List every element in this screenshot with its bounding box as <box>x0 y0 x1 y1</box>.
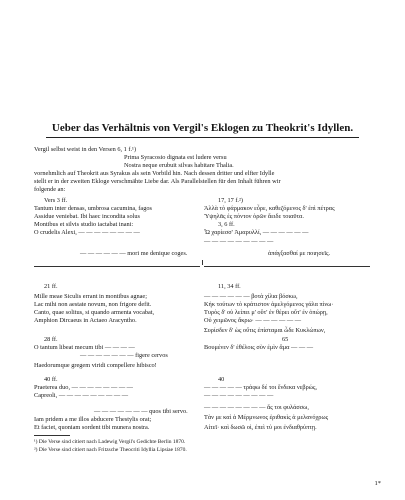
title-underline <box>46 137 359 138</box>
section-divider <box>34 266 200 267</box>
greek-verse: — — — — — — — — — <box>204 392 274 399</box>
verse-reference: 17, 17 f.²) <box>218 197 243 204</box>
page-number: 1* <box>374 480 381 487</box>
paragraph-line: vornehmlich auf Theokrit aus Syrakus als sein Vorbild hin. Nach dessen dritter und elfter Idylle <box>34 170 275 177</box>
verse-reference: 65 <box>282 336 289 343</box>
greek-verse: Ὦ χαρίεσσ' Ἀμαρυλλί, — — — — — — <box>204 229 309 236</box>
latin-verse: Lac mihi non aestate novum, non frigore defit. <box>34 301 152 308</box>
latin-verse: Et faciet, quoniam sordent tibi munera nostra. <box>34 424 150 431</box>
latin-verse: Amphion Dircaeus in Actaeo Aracyntho. <box>34 317 137 324</box>
greek-verse: Συρίσδεν δ' ὡς οὔτις ἐπίσταμαι ὧδε Κυκλώπων, <box>204 327 326 334</box>
verse-reference: 3, 6 ff. <box>218 221 235 228</box>
latin-verse: Haedorumque gregem viridi compellere hibisco! <box>34 362 157 369</box>
latin-verse: Mille meae Siculis errant in montibus agnae; <box>34 293 147 300</box>
quote-line: Nostra neque erubuit silvas habitare Thalia. <box>124 162 234 169</box>
latin-verse: — — — — — — — figere cervos <box>80 352 168 359</box>
latin-verse: Assidue veniebat. Ibi haec incondita solus <box>34 213 140 220</box>
paragraph-line: stellt er in der zweiten Ekloge verschmähte Liebe dar. Als Parallelstellen für den Inhalt führen wir <box>34 178 281 185</box>
verse-reference: 28 ff. <box>44 336 58 343</box>
verse-reference: 21 ff. <box>44 283 58 290</box>
verse-reference: Vers 3 ff. <box>44 197 68 204</box>
quote-line: Prima Syracosio dignata est ludere versu <box>124 154 227 161</box>
greek-verse: — — — — — — — — ἅς τοι φυλάσσω, <box>204 404 309 411</box>
greek-verse: — — — — — τράφω δέ τοι ἕνδεκα νεβρώς, <box>204 384 317 391</box>
greek-verse: Κἠκ τούτων τὸ κράτιστον ἀμελγόμενος γάλα πίνω· <box>204 301 334 308</box>
footnote: ¹) Die Verse sind citiert nach Ladewig Vergil's Gedichte Berlin 1870. <box>34 439 186 445</box>
latin-verse: Capreoli, — — — — — — — — — <box>34 392 129 399</box>
latin-verse: O tantum libeat mecum tibi — — — — <box>34 344 135 351</box>
latin-verse: O crudelis Alexi, — — — — — — — — <box>34 229 140 236</box>
greek-verse: ἀπάγξασθαί με ποιησεῖς. <box>268 250 331 257</box>
footnote: ²) Die Verse sind citiert nach Fritzsche Theocriti Idyllia Lipsiae 1870. <box>34 447 187 453</box>
page-title: Ueber das Verhältnis von Vergil's Eklogen zu Theokrit's Idyllen. <box>51 122 354 134</box>
greek-verse: Ὑψηλᾶς ἐς πόντον ὁρῶν ἄειδε τοιαῦτα. <box>204 213 304 220</box>
verse-reference: 40 ff. <box>44 376 58 383</box>
greek-verse: — — — — — — — — — <box>204 238 274 245</box>
greek-verse: Τυρὸς δ' οὐ λείπει μ' οὔτ' ἐν θέρει οὔτ' ἐν ὀπώρῃ, <box>204 309 328 316</box>
verse-reference: 40 <box>218 376 225 383</box>
footnote-rule <box>34 435 70 436</box>
greek-verse: Ἀλλὰ τὸ φάρμακον εὗρε, καθεζόμενος δ' ἐπὶ πέτρας <box>204 205 335 212</box>
latin-verse: Montibus et silvis studio iactabat inani: <box>34 221 134 228</box>
greek-verse: Οὐ χειμῶνος ἄκρω· — — — — — — <box>204 317 302 324</box>
verse-reference: 11, 34 ff. <box>218 283 241 290</box>
greek-verse: Τὰν με καὶ ἁ Μέρμνωνος ἐριθακὶς ἁ μελανόχρως <box>204 414 329 421</box>
column-separator <box>202 260 203 265</box>
latin-verse: — — — — — — — quos tibi servo. <box>94 408 188 415</box>
latin-verse: — — — — — — mori me denique coges. <box>80 250 188 257</box>
paragraph-line: folgende an: <box>34 186 66 193</box>
section-divider <box>204 266 370 267</box>
latin-verse: Praeterea duo, — — — — — — — — <box>34 384 133 391</box>
latin-verse: Iam pridem a me illos abducere Thestylis orat; <box>34 416 152 423</box>
intro-line: Vergil selbst weist in den Versen 6, 1 f.¹) <box>34 146 137 153</box>
latin-verse: Tantum inter densas, umbrosa cacumina, fagos <box>34 205 152 212</box>
greek-verse: Αἰτεῖ· καὶ δωσῶ οἱ, ἐπεὶ τὺ μοι ἐνδιαθρύπτῃ. <box>204 424 317 431</box>
greek-verse: Βουμένεν δ' ἐθέλοις σὺν ἐμὶν ἅμα — — — <box>204 344 313 351</box>
latin-verse: Canto, quae solitus, si quando armenta vocabat, <box>34 309 155 316</box>
greek-verse: — — — — — — βοτὰ χίλια βόσκω, <box>204 293 298 300</box>
